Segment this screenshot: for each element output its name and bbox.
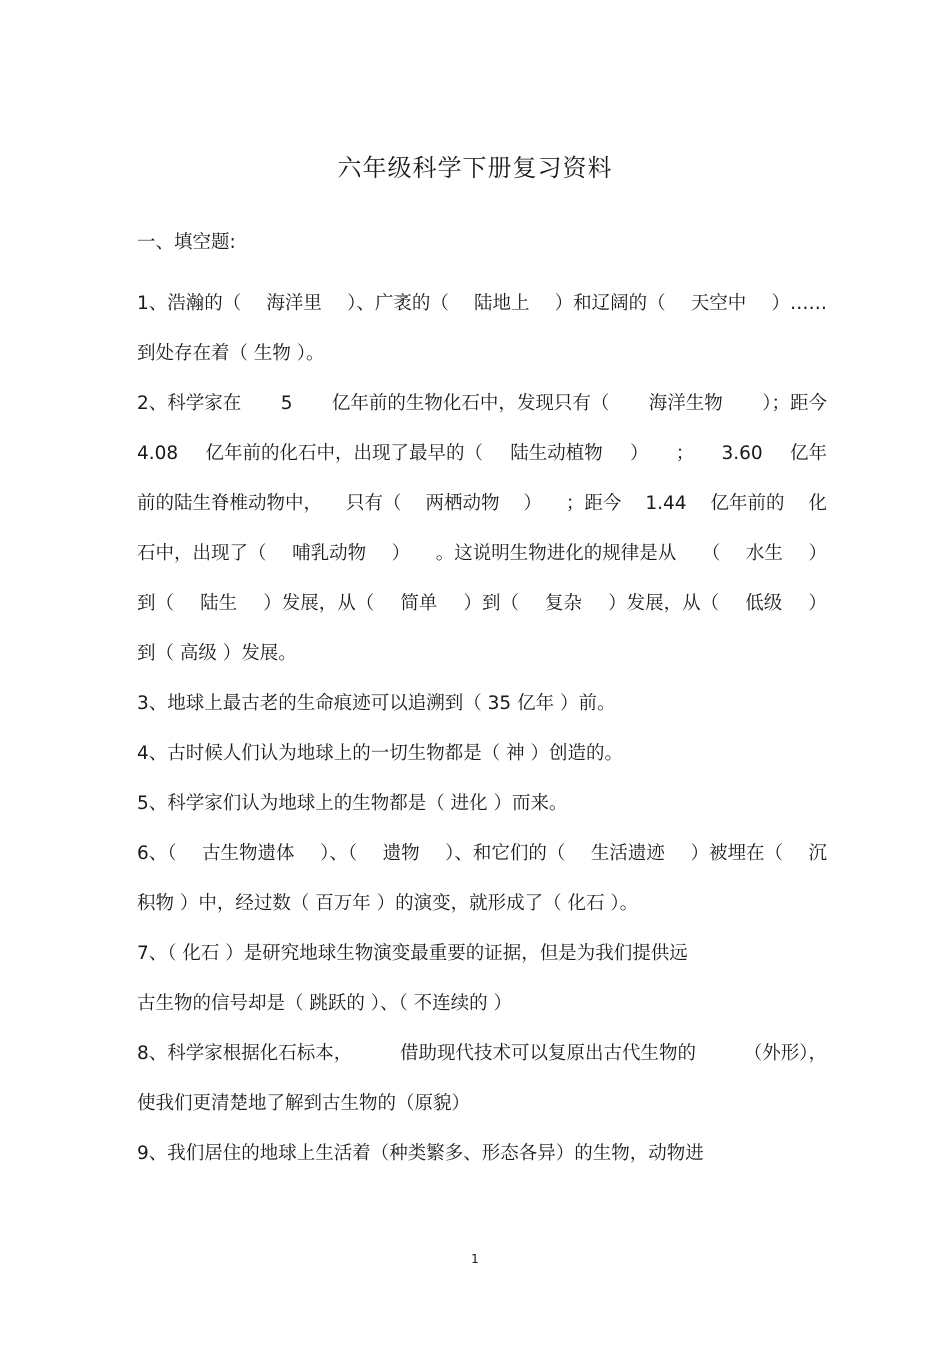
text-line [137,589,827,619]
text-segment: 两栖动物 [425,493,500,514]
text-line: 到处存在着（ 生物 ）。 [137,343,325,364]
text-line: 3、地球上最古老的生命痕迹可以追溯到（ 35 亿年 ）前。 [137,693,616,714]
text-line: 积物 ）中，经过数（ 百万年 ）的演变，就形成了（ 化石 ）。 [137,893,639,914]
text-segment: ）；距今 [762,393,827,414]
text-segment: （外形）， [743,1043,827,1064]
text-segment: ）和辽阔的（ [554,293,666,314]
text-line [137,289,827,319]
text-line [137,539,827,569]
text-segment: ；距今 [565,493,622,514]
text-line [137,839,827,869]
text-segment: 5 [280,393,293,414]
text-segment: 古生物遗体 [202,843,295,864]
page-number: 1 [471,1252,479,1266]
text-line: 5、科学家们认为地球上的生物都是（ 进化 ）而来。 [137,793,568,814]
text-line: 到（ 高级 ）发展。 [137,643,297,664]
text-segment: 只有（ [345,493,402,514]
text-segment: 亿年 [789,443,827,464]
text-segment: 。这说明生物进化的规律是从 [435,543,677,564]
text-segment: 陆生 [200,593,238,614]
text-line [137,389,827,419]
text-segment: ）、和它们的（ [445,843,566,864]
page-title: 六年级科学下册复习资料 [337,154,613,182]
section-heading: 一、填空题: [137,232,236,253]
text-segment: 海洋生物 [648,393,723,414]
text-segment: ）到（ [463,593,519,614]
text-line: 使我们更清楚地了解到古生物的（原貌） [137,1093,471,1114]
text-line: 4、古时候人们认为地球上的一切生物都是（ 神 ）创造的。 [137,743,624,764]
text-segment: 石中，出现了（ [137,543,267,564]
text-segment: 海洋里 [266,293,322,314]
text-segment: ）…… [771,293,827,314]
text-segment: 水生 [745,543,783,564]
text-line [137,1039,827,1069]
text-segment: 天空中 [690,293,747,314]
text-segment: 到（ [137,593,175,614]
text-segment: 1.44 [645,493,687,514]
text-segment: 生活遗迹 [590,843,665,864]
text-segment: ； [675,443,695,464]
text-segment: 6、（ [137,843,177,864]
text-segment: 复杂 [545,593,583,614]
text-segment: ）、（ [320,843,358,864]
text-segment: 遗物 [382,843,420,864]
text-segment: ）发展，从（ [608,593,720,614]
text-segment: 简单 [400,593,438,614]
text-segment: ） [808,543,827,564]
text-segment: 陆生动植物 [510,443,603,464]
text-segment: ）、广袤的（ [347,293,449,314]
text-segment: ） [629,443,649,464]
text-segment: 借助现代技术可以复原出古代生物的 [400,1043,697,1064]
text-segment: ） [523,493,542,514]
text-line: 9、我们居住的地球上生活着（种类繁多、形态各异）的生物，动物进 [137,1143,704,1164]
text-segment: 哺乳动物 [292,543,367,564]
text-segment: 沉 [808,843,827,864]
text-line [137,489,827,519]
text-segment: 亿年前的化石中，出现了最早的（ [205,443,483,464]
text-segment: 1、浩瀚的（ [137,293,242,314]
text-segment: 8、科学家根据化石标本， [137,1043,353,1064]
text-segment: ）发展，从（ [263,593,375,614]
text-segment: 化 [808,493,827,514]
text-segment: 亿年前的 [710,493,785,514]
text-segment: 亿年前的生物化石中，发现只有（ [331,393,610,414]
text-segment: 前的陆生脊椎动物中， [137,493,323,514]
text-line [137,439,827,469]
text-segment: ） [391,543,411,564]
text-segment: （ [701,543,721,564]
text-segment: 4.08 [137,443,179,464]
text-segment: 低级 [745,593,783,614]
text-line: 古生物的信号却是（ 跳跃的 ）、（ 不连续的 ） [137,993,513,1014]
text-segment: 2、科学家在 [137,393,242,414]
text-segment: 陆地上 [473,293,530,314]
text-segment: ） [808,593,827,614]
text-segment: ）被埋在（ [690,843,783,864]
text-line: 7、（ 化石 ）是研究地球生物演变最重要的证据，但是为我们提供远 [137,943,688,964]
text-segment: 3.60 [721,443,763,464]
